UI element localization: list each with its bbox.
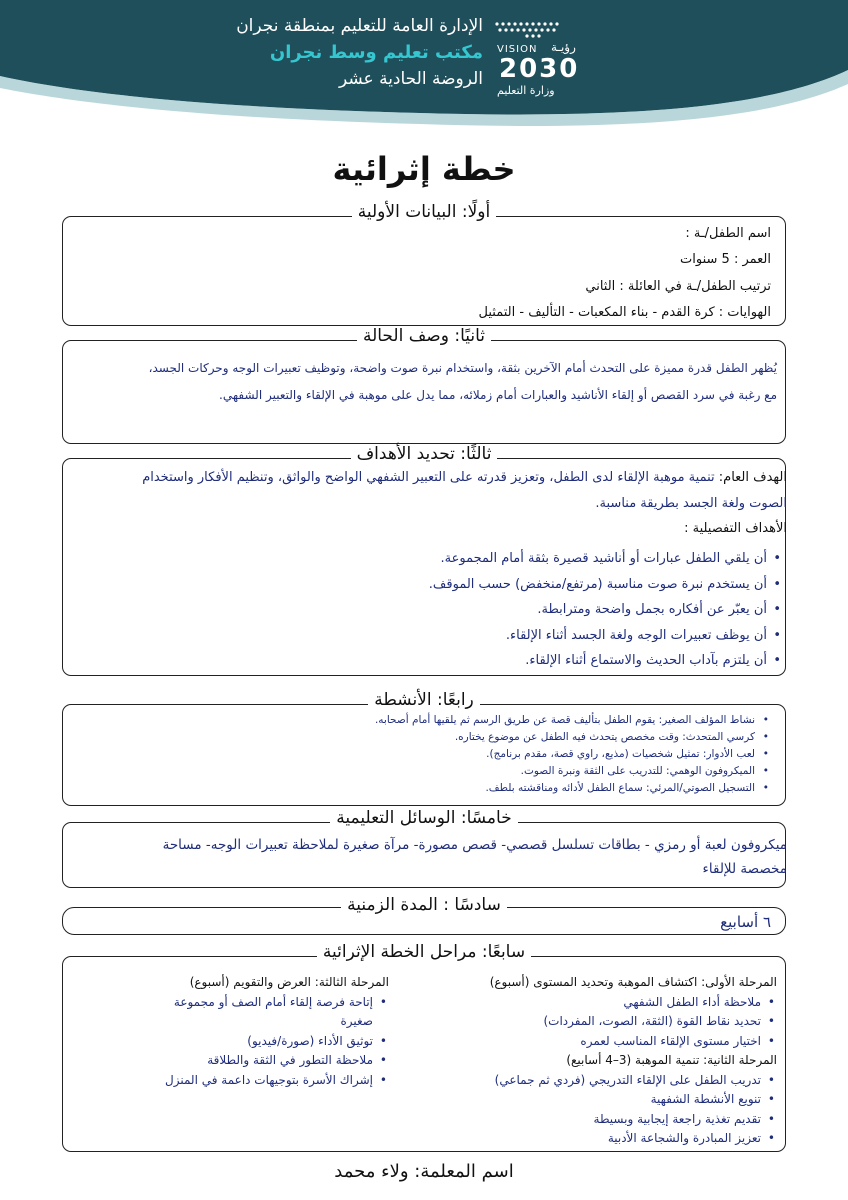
section-duration (62, 895, 786, 935)
child-name: اسم الطفل/ـة : (685, 226, 771, 241)
general-goal-line-2: الصوت ولغة الجسد بطريقة مناسبة. (595, 496, 787, 511)
materials-text (39, 823, 787, 887)
phase-2-title: المرحلة الثانية: تنمية الموهبة (3–4 أسابيع) (566, 1053, 777, 1067)
logo-vision-text: VISION (497, 44, 538, 55)
header-text (236, 18, 483, 88)
general-goal-label: الهدف العام: (718, 470, 787, 485)
logo-ruya-text: رؤيـة (551, 40, 576, 54)
materials-line-1: ميكروفون لعبة أو رمزي - بطاقات تسلسل قصصي- قصص مصورة- مرآة صغيرة لملاحظة تعبيرات الوجه- مساحة (162, 837, 787, 853)
list-item: • تعزيز المبادرة والشجاعة الأدبية (447, 1129, 777, 1149)
section-heading-text: سابعًا: مراحل الخطة الإثرائية (317, 942, 531, 962)
page-title: خطة إثرائية (332, 150, 516, 188)
section-basic-info (62, 202, 786, 326)
phases-left-column (139, 973, 389, 1090)
list-item: • إشراك الأسرة بتوجيهات داعمة في المنزل (139, 1071, 389, 1091)
list-item: • نشاط المؤلف الصغير: يقوم الطفل بتأليف قصة عن طريق الرسم ثم يلقيها أمام أصحابه. (77, 712, 771, 729)
materials-line-2: مخصصة للإلقاء (702, 861, 787, 877)
phase-1-title: المرحلة الأولى: اكتشاف الموهبة وتحديد المستوى (أسبوع) (489, 975, 777, 989)
section-case-description (62, 326, 786, 444)
case-text (71, 341, 777, 443)
child-order: ترتيب الطفل/ـة في العائلة : الثاني (585, 279, 771, 294)
section-heading (63, 692, 785, 709)
list-item: • ملاحظة أداء الطفل الشفهي (447, 993, 777, 1013)
header-office: مكتب تعليم وسط نجران (269, 42, 483, 63)
phases-right-column (447, 973, 777, 1149)
section-goals (62, 444, 787, 676)
header-directorate: الإدارة العامة للتعليم بمنطقة نجران (236, 16, 483, 36)
logo-ministry: وزارة التعليم (497, 84, 555, 97)
logo-year: 2030 (499, 54, 580, 84)
list-item: • أن يستخدم نبرة صوت مناسبة (مرتفع/منخفض) حسب الموقف. (41, 572, 783, 598)
list-item: • أن يلقي الطفل عبارات أو أناشيد قصيرة بثقة أمام المجموعة. (41, 546, 783, 572)
section-heading-text: خامسًا: الوسائل التعليمية (330, 808, 517, 828)
list-item: • التسجيل الصوتي/المرئي: سماع الطفل لأدائه ومناقشته بلطف. (77, 780, 771, 797)
logo-dots-icon (493, 20, 563, 40)
list-item: • إتاحة فرصة إلقاء أمام الصف أو مجموعة صغيرة (139, 993, 389, 1032)
activities-list (77, 712, 771, 797)
phase-2-list (447, 1071, 777, 1149)
section-heading-text: أولًا: البيانات الأولية (352, 202, 496, 222)
section-heading-text: ثانيًا: وصف الحالة (357, 326, 491, 346)
duration-value: ٦ أسابيع (720, 913, 771, 931)
phase-1-list (447, 993, 777, 1052)
list-item: • أن يوظف تعبيرات الوجه ولغة الجسد أثناء الإلقاء. (41, 623, 783, 649)
list-item: • تدريب الطفل على الإلقاء التدريجي (فردي ثم جماعي) (447, 1071, 777, 1091)
list-item: • أن يعبّر عن أفكاره بجمل واضحة ومترابطة. (41, 597, 783, 623)
list-item: • لعب الأدوار: تمثيل شخصيات (مذيع، راوي قصة، مقدم برنامج). (77, 746, 771, 763)
list-item: • اختيار مستوى الإلقاء المناسب لعمره (447, 1032, 777, 1052)
phase-3-title: المرحلة الثالثة: العرض والتقويم (أسبوع) (189, 975, 389, 989)
list-item: • تنويع الأنشطة الشفهية (447, 1090, 777, 1110)
vision-2030-logo (493, 20, 603, 98)
phase-3-list (139, 993, 389, 1091)
section-activities (62, 690, 786, 806)
basic-info-rows (77, 217, 771, 325)
section-heading-text: رابعًا: الأنشطة (368, 690, 480, 710)
list-item: • كرسي المتحدث: وقت مخصص يتحدث فيه الطفل عن موضوع يختاره. (77, 729, 771, 746)
list-item: • الميكروفون الوهمي: للتدريب على الثقة ونبرة الصوت. (77, 763, 771, 780)
child-hobbies: الهوايات : كرة القدم - بناء المكعبات - التأليف - التمثيل (478, 305, 771, 320)
list-item: • توثيق الأداء (صورة/فيديو) (139, 1032, 389, 1052)
child-age: العمر : 5 سنوات (680, 252, 771, 267)
general-goal-text: تنمية موهبة الإلقاء لدى الطفل، وتعزيز قدرته على التعبير الشفهي الواضح والواثق، وتنظيم الأفكار واستخدام (142, 470, 715, 485)
list-item: • تقديم تغذية راجعة إيجابية وبسيطة (447, 1110, 777, 1130)
section-heading (63, 897, 785, 914)
section-heading-text: سادسًا : المدة الزمنية (341, 895, 507, 915)
teacher-name: اسم المعلمة: ولاء محمد (334, 1161, 514, 1182)
page-header (0, 0, 848, 150)
section-heading-text: ثالثًا: تحديد الأهداف (351, 444, 498, 464)
detailed-goals-list (41, 546, 783, 674)
detailed-goals-label: الأهداف التفصيلية : (684, 521, 787, 536)
header-school: الروضة الحادية عشر (338, 69, 483, 89)
case-line-1: يُظهر الطفل قدرة مميزة على التحدث أمام الآخرين بثقة، واستخدام نبرة صوت واضحة، وتوظيف تعبيرات الوجه وحركات الجسد، (148, 361, 777, 375)
list-item: • أن يلتزم بآداب الحديث والاستماع أثناء الإلقاء. (41, 648, 783, 674)
goals-content (41, 459, 787, 675)
section-materials (62, 808, 787, 888)
general-goal-line-1 (41, 470, 787, 485)
list-item: • تحديد نقاط القوة (الثقة، الصوت، المفردات) (447, 1012, 777, 1032)
section-phases (62, 942, 786, 1152)
list-item: • ملاحظة التطور في الثقة والطلاقة (139, 1051, 389, 1071)
section-heading (63, 944, 785, 961)
case-line-2: مع رغبة في سرد القصص أو إلقاء الأناشيد والعبارات أمام زملائه، مما يدل على موهبة في الإلقاء والتعبير الشفهي. (219, 388, 777, 402)
